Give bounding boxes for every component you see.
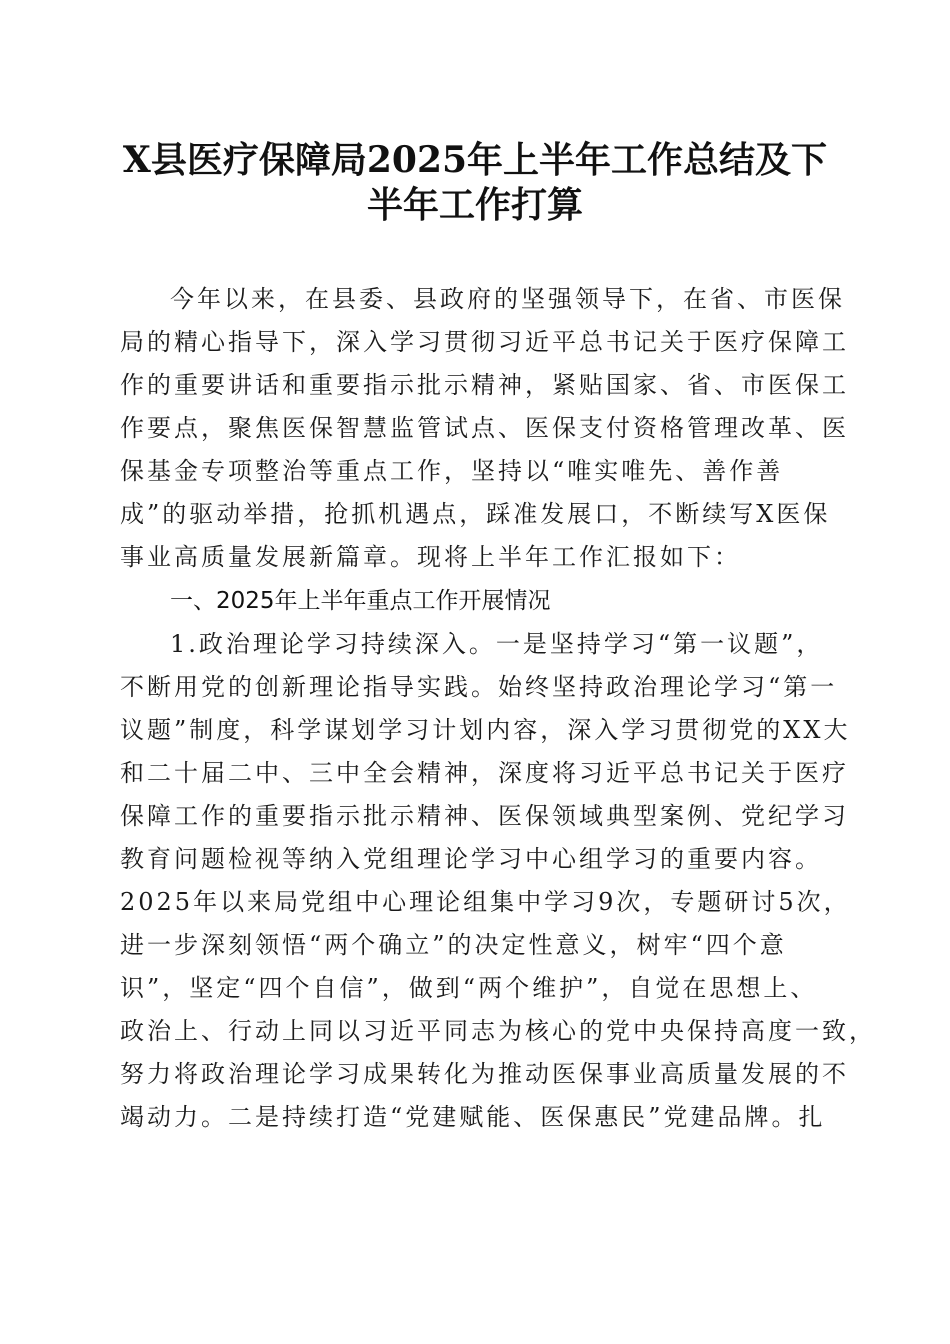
paragraph-line: 事业高质量发展新篇章。现将上半年工作汇报如下： xyxy=(120,543,741,571)
paragraph-line: 不断用党的创新理论指导实践。始终坚持政治理论学习“第一 xyxy=(120,673,838,701)
paragraph-line: 局的精心指导下，深入学习贯彻习近平总书记关于医疗保障工 xyxy=(120,328,849,356)
document-title-line-2: 半年工作打算 xyxy=(366,184,583,226)
paragraph-line: 竭动力。二是持续打造“党建赋能、医保惠民”党建品牌。扎 xyxy=(120,1103,826,1131)
paragraph-line: 2025年以来局党组中心理论组集中学习9次，专题研讨5次， xyxy=(120,888,851,916)
paragraph-line: 识”，坚定“四个自信”，做到“两个维护”，自觉在思想上、 xyxy=(120,974,818,1002)
paragraph-line: 成”的驱动举措，抢抓机遇点，踩准发展口，不断续写X医保 xyxy=(120,500,831,528)
paragraph-line: 今年以来，在县委、县政府的坚强领导下，在省、市医保 xyxy=(170,285,845,313)
document-title-line-1: X县医疗保障局2025年上半年工作总结及下 xyxy=(122,139,828,181)
paragraph-line: 议题”制度，科学谋划学习计划内容，深入学习贯彻党的XX大 xyxy=(120,716,851,744)
paragraph-line: 进一步深刻领悟“两个确立”的决定性意义，树牢“四个意 xyxy=(120,931,787,959)
paragraph-line: 保障工作的重要指示批示精神、医保领域典型案例、党纪学习 xyxy=(120,802,849,830)
paragraph-line: 政治上、行动上同以习近平同志为核心的党中央保持高度一致， xyxy=(120,1017,876,1045)
paragraph-line: 1.政治理论学习持续深入。一是坚持学习“第一议题”， xyxy=(170,630,824,658)
section-heading: 一、2025年上半年重点工作开展情况 xyxy=(170,588,551,614)
paragraph-line: 努力将政治理论学习成果转化为推动医保事业高质量发展的不 xyxy=(120,1060,849,1088)
paragraph-line: 保基金专项整治等重点工作，坚持以“唯实唯先、善作善 xyxy=(120,457,784,485)
paragraph-line: 作要点，聚焦医保智慧监管试点、医保支付资格管理改革、医 xyxy=(120,414,849,442)
paragraph-line: 和二十届二中、三中全会精神，深度将习近平总书记关于医疗 xyxy=(120,759,849,787)
paragraph-line: 教育问题检视等纳入党组理论学习中心组学习的重要内容。 xyxy=(120,845,822,873)
paragraph-line: 作的重要讲话和重要指示批示精神，紧贴国家、省、市医保工 xyxy=(120,371,849,399)
